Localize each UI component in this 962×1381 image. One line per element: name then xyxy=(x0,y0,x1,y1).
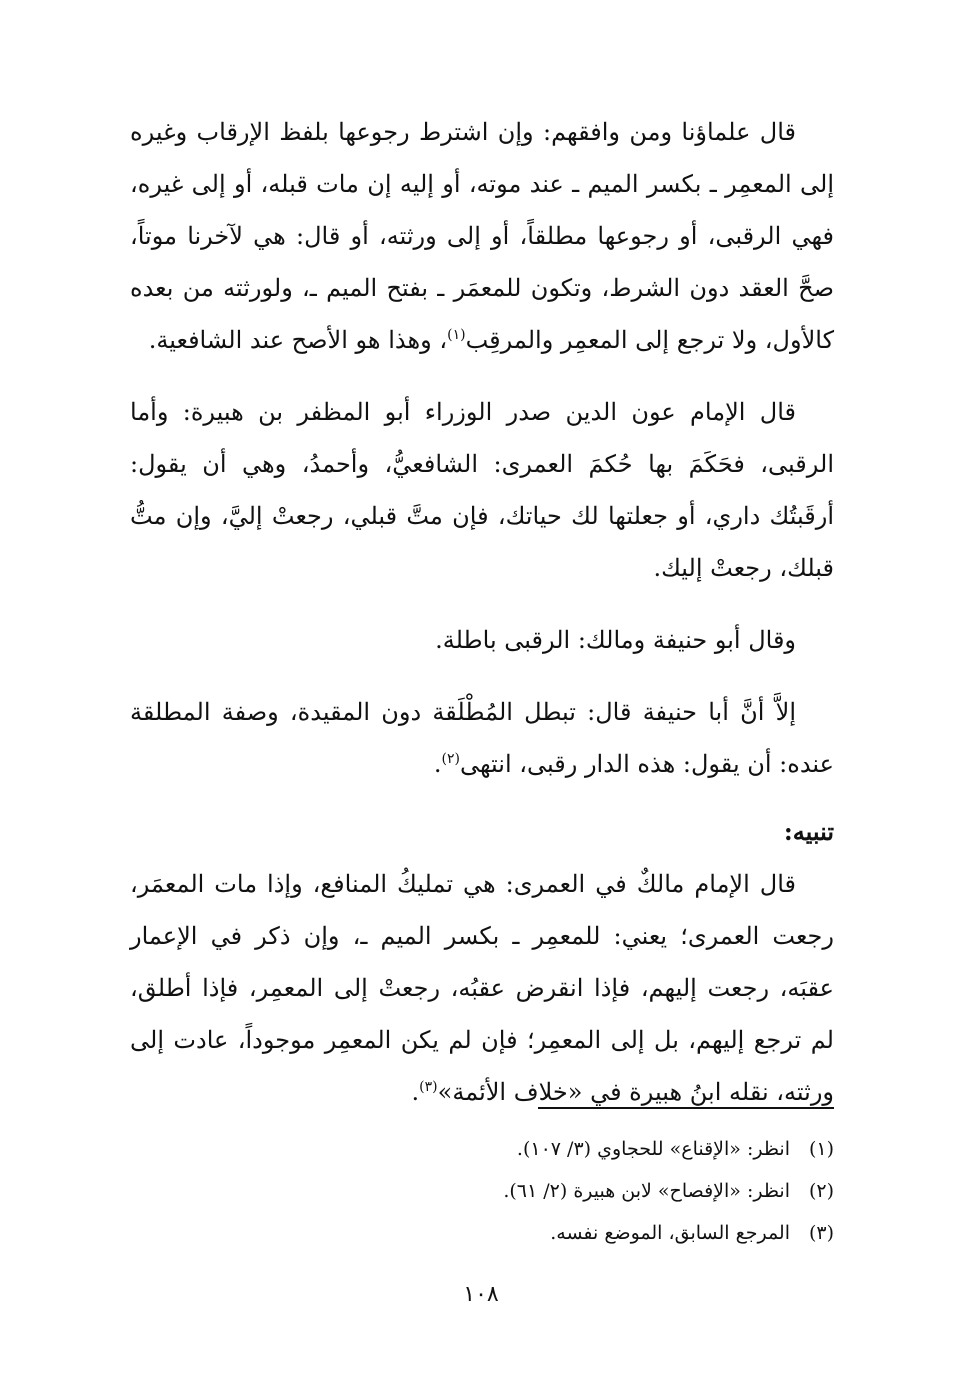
footnotes xyxy=(130,1128,834,1254)
footnote-text: المرجع السابق، الموضع نفسه. xyxy=(550,1222,790,1244)
footnote-separator xyxy=(538,1107,834,1109)
main-text xyxy=(130,106,834,1118)
footnote-number: (١) xyxy=(808,1138,834,1160)
paragraph-rukba-ruling: قال علماؤنا ومن وافقهم: وإن اشترط رجوعها بلفظ الإرقاب وغيره إلى المعمِر ـ بكسر الميم ـ عند موته، أو إليه إن مات قبله، أو إلى غيره، فهي الرقبى، أو رجوعها مطلقاً، أو إلى ورثته، أو قال: هي لآخرنا موتاً، صحَّ العقد دون الشرط، وتكون للمعمَر ـ بفتح الميم ـ، ولورثته من بعده كالأول، ولا ترجع إلى المعمِر والمرقِب$^{(١)}$، وهذا هو الأصح عند الشافعية. xyxy=(130,118,834,354)
footnote-text: انظر: «الإفصاح» لابن هبيرة (٢/ ٦١). xyxy=(503,1180,790,1202)
footnote-ref-3[interactable]: (٣) xyxy=(419,1079,438,1095)
footnote-number: (٣) xyxy=(808,1222,834,1244)
footnote-1 xyxy=(130,1128,834,1170)
footnote-number: (٢) xyxy=(808,1180,834,1202)
paragraph-abu-hanifa-malik: وقال أبو حنيفة ومالك: الرقبى باطلة. xyxy=(435,626,796,654)
footnote-2 xyxy=(130,1170,834,1212)
paragraph-ibn-hubayra: قال الإمام عون الدين صدر الوزراء أبو المظفر بن هبيرة: وأما الرقبى، فحَكَمَ بها حُكمَ العمرى: الشافعيُّ، وأحمدُ، وهي أن يقول: أرقَبتُك داري، أو جعلتها لك حياتك، فإن متَّ قبلي، رجعتْ إليَّ، وإن متُّ قبلك، رجعتْ إليك. xyxy=(130,398,834,582)
footnote-ref-2[interactable]: (٢) xyxy=(441,751,460,767)
section-heading-tanbih: تنبيه: xyxy=(783,817,834,846)
paragraph-mutlaqa: إلاَّ أنَّ أبا حنيفة قال: تبطل المُطْلَقة دون المقيدة، وصفة المطلقة عنده: أن يقول: هذه الدار رقبى، انتهى$^{(٢)}$. xyxy=(130,698,834,778)
paragraph-malik-umra: قال الإمام مالكٌ في العمرى: هي تمليكُ المنافع، وإذا مات المعمَر، رجعت العمرى؛ يعني: للمعمِر ـ بكسر الميم ـ، وإن ذكر في الإعمار عقبَه، رجعت إليهم، فإذا انقرض عقبُه، رجعتْ إلى المعمِر، فإذا أطلق، لم ترجع إليهم، بل إلى المعمِر؛ فإن لم يكن المعمِر موجوداً، عادت إلى ورثته، نقله ابنُ هبيرة في «خلاف الأئمة»$^{(٣)}$. xyxy=(130,870,834,1106)
footnote-ref-1[interactable]: (١) xyxy=(447,327,466,343)
footnote-3 xyxy=(130,1212,834,1254)
footnote-text: انظر: «الإقناع» للحجاوي (٣/ ١٠٧). xyxy=(516,1138,790,1160)
page-number: ١٠٨ xyxy=(463,1282,499,1307)
